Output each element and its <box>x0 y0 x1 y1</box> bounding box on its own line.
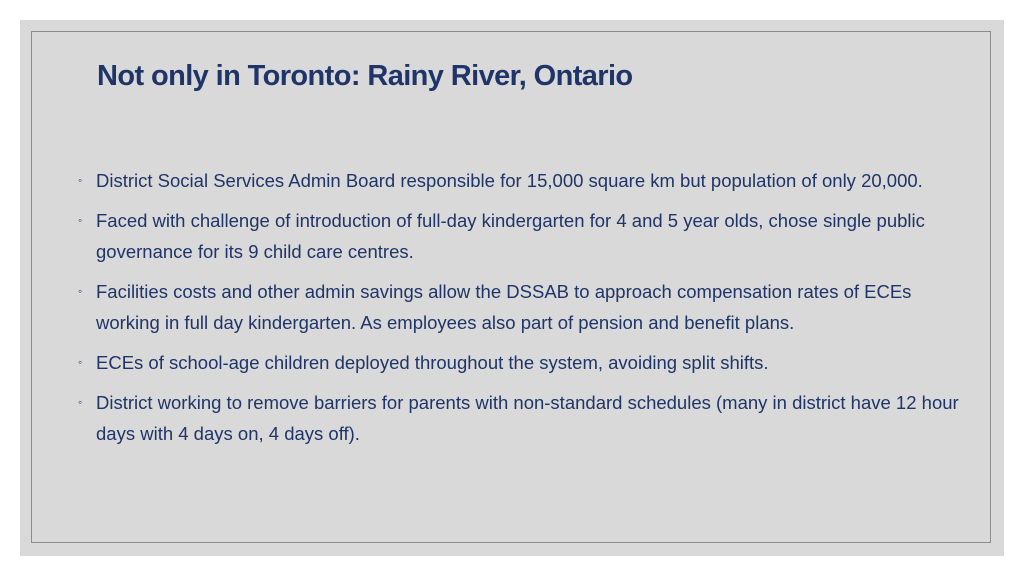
bullet-text: District Social Services Admin Board responsible for 15,000 square km but population of only 20,000. <box>96 170 923 191</box>
bullet-text: ECEs of school-age children deployed throughout the system, avoiding split shifts. <box>96 352 769 373</box>
bullet-text: Faced with challenge of introduction of full-day kindergarten for 4 and 5 year olds, chose single public governance for its 9 child care centres. <box>96 210 925 262</box>
bullet-list <box>78 165 978 458</box>
bullet-marker-icon: ◦ <box>78 173 83 187</box>
bullet-item <box>78 205 978 267</box>
bullet-item <box>78 387 978 449</box>
bullet-text: District working to remove barriers for parents with non-standard schedules (many in district have 12 hour days with 4 days on, 4 days off). <box>96 392 959 444</box>
bullet-item <box>78 276 978 338</box>
bullet-marker-icon: ◦ <box>78 355 83 369</box>
bullet-marker-icon: ◦ <box>78 395 83 409</box>
slide-title: Not only in Toronto: Rainy River, Ontario <box>97 60 633 92</box>
bullet-item <box>78 165 978 196</box>
bullet-item <box>78 347 978 378</box>
bullet-marker-icon: ◦ <box>78 213 83 227</box>
bullet-marker-icon: ◦ <box>78 284 83 298</box>
bullet-text: Facilities costs and other admin savings allow the DSSAB to approach compensation rates of ECEs working in full day kindergarten. As employees also part of pension and benefit plans. <box>96 281 912 333</box>
slide <box>20 20 1004 556</box>
